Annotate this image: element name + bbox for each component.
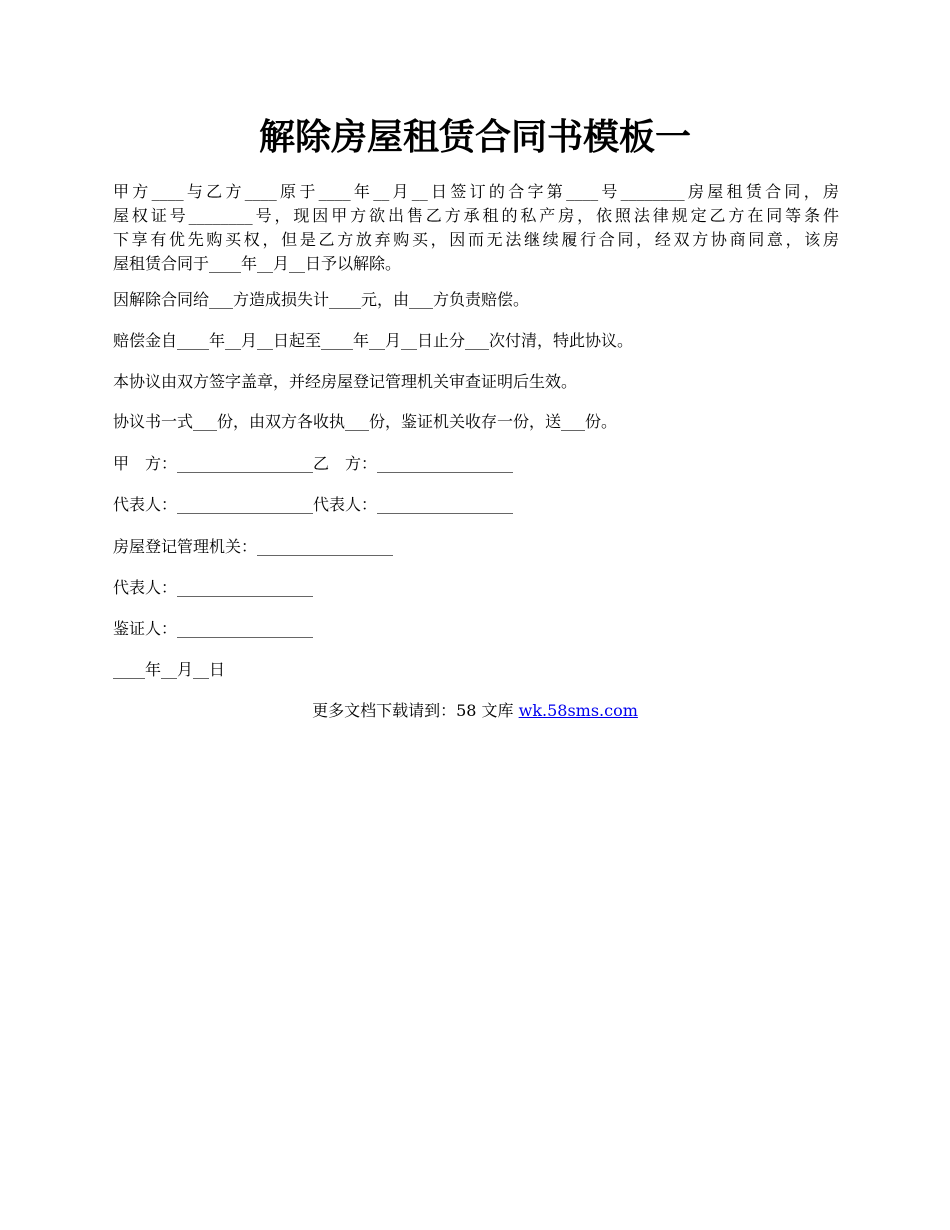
paragraph-line: 屋权证号________号，现因甲方欲出售乙方承租的私产房，依照法律规定乙方在同等条件 xyxy=(113,206,839,225)
paragraph-termination-terms xyxy=(113,180,839,276)
paragraph-line: 屋租赁合同于____年__月__日予以解除。 xyxy=(113,254,402,273)
date-line: ____年__月__日 xyxy=(113,660,226,679)
footer-link[interactable]: wk.58sms.com xyxy=(518,701,638,720)
paragraph-compensation-loss: 因解除合同给___方造成损失计____元，由___方负责赔偿。 xyxy=(113,290,530,309)
signature-parties-line: 甲 方：_________________乙 方：_________________ xyxy=(113,454,514,473)
signature-representatives-line: 代表人：_________________代表人：_________________ xyxy=(113,495,514,514)
paragraph-line: 甲方____与乙方____原于____年__月__日签订的合字第____号________房屋租赁合同，房 xyxy=(113,182,839,201)
document-title: 解除房屋租赁合同书模板一 xyxy=(258,116,691,158)
paragraph-line: 下享有优先购买权，但是乙方放弃购买，因而无法继续履行合同，经双方协商同意，该房 xyxy=(113,230,839,249)
footer-prefix: 更多文档下载请到：58 文库 xyxy=(312,701,519,720)
paragraph-payment-schedule: 赔偿金自____年__月__日起至____年__月__日止分___次付清，特此协议。 xyxy=(113,331,634,350)
witness-line: 鉴证人：_________________ xyxy=(113,619,314,638)
paragraph-copies: 协议书一式___份，由双方各收执___份，鉴证机关收存一份，送___份。 xyxy=(113,412,618,431)
paragraph-effectiveness: 本协议由双方签字盖章，并经房屋登记管理机关审查证明后生效。 xyxy=(113,372,578,391)
footer-download-note xyxy=(0,699,950,723)
registration-authority-line: 房屋登记管理机关：_________________ xyxy=(113,537,394,556)
authority-representative-line: 代表人：_________________ xyxy=(113,578,314,597)
